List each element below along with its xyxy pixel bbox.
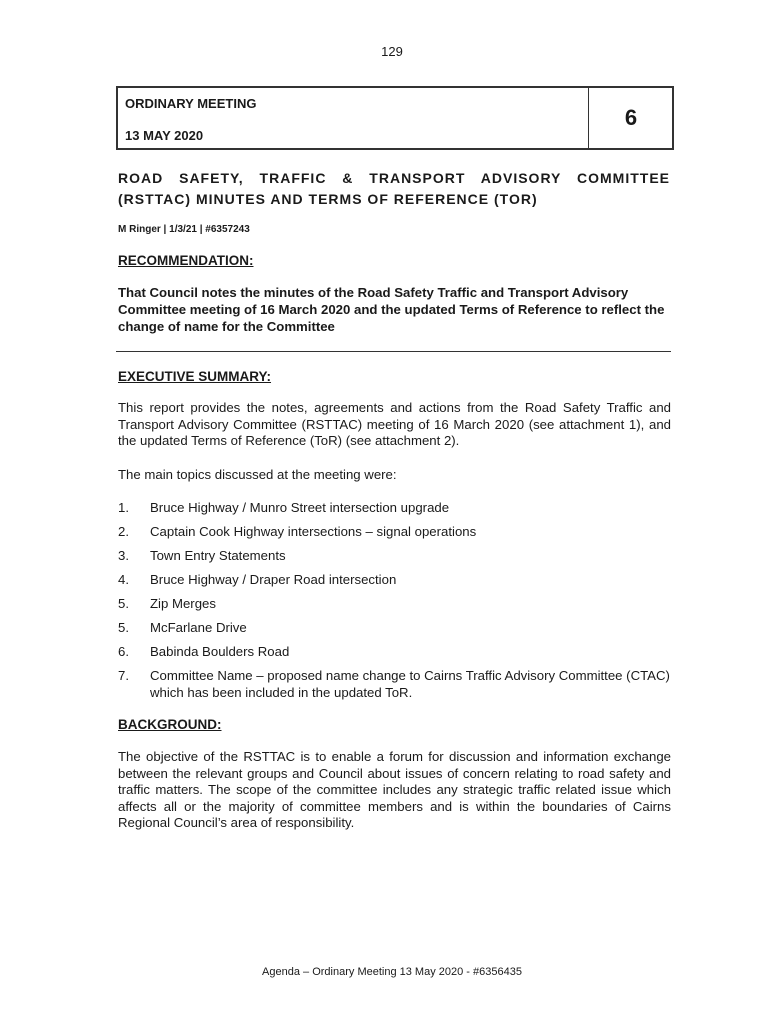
topics-list bbox=[118, 500, 671, 709]
author-reference: M Ringer | 1/3/21 | #6357243 bbox=[118, 224, 250, 235]
report-title-line-2: (RSTTAC) MINUTES AND TERMS OF REFERENCE (TOR) bbox=[118, 191, 538, 207]
background-heading: BACKGROUND: bbox=[118, 717, 222, 732]
list-item bbox=[118, 572, 671, 589]
list-item-text: Bruce Highway / Munro Street intersection upgrade bbox=[150, 500, 450, 515]
report-title bbox=[118, 168, 670, 210]
list-item-text: Town Entry Statements bbox=[150, 548, 286, 563]
list-item bbox=[118, 524, 671, 541]
report-title-line-1: ROAD SAFETY, TRAFFIC & TRANSPORT ADVISORY COMMITTEE bbox=[118, 170, 670, 186]
meeting-info-cell bbox=[118, 88, 589, 148]
agenda-item-number: 6 bbox=[624, 105, 638, 130]
list-item-number: 5. bbox=[118, 596, 129, 611]
list-item-text: Committee Name – proposed name change to Cairns Traffic Advisory Committee (CTAC) which has been included in the updated ToR. bbox=[150, 668, 670, 700]
list-item bbox=[118, 548, 671, 565]
list-item bbox=[118, 644, 671, 661]
list-item bbox=[118, 596, 671, 613]
list-item-text: Bruce Highway / Draper Road intersection bbox=[150, 572, 397, 587]
meeting-type: ORDINARY MEETING bbox=[125, 96, 257, 111]
list-item-number: 6. bbox=[118, 644, 129, 659]
list-item-text: Babinda Boulders Road bbox=[150, 644, 290, 659]
list-item-number: 3. bbox=[118, 548, 129, 563]
page-number: 129 bbox=[381, 44, 403, 59]
topics-intro: The main topics discussed at the meeting were: bbox=[118, 467, 397, 482]
section-divider bbox=[116, 351, 671, 352]
list-item-number: 4. bbox=[118, 572, 129, 587]
page-footer: Agenda – Ordinary Meeting 13 May 2020 - #6356435 bbox=[262, 966, 522, 978]
recommendation-heading: RECOMMENDATION: bbox=[118, 253, 254, 268]
list-item-number: 7. bbox=[118, 668, 129, 683]
list-item-number: 5. bbox=[118, 620, 129, 635]
list-item-number: 1. bbox=[118, 500, 129, 515]
list-item-text: McFarlane Drive bbox=[150, 620, 247, 635]
list-item bbox=[118, 668, 671, 701]
executive-summary-paragraph: This report provides the notes, agreements and actions from the Road Safety Traffic and Transport Advisory Committee (RSTTAC) meeting of 16 March 2020 (see attachment 1), and the updated Terms of Reference (ToR) (see attachment 2). bbox=[118, 400, 671, 448]
list-item bbox=[118, 620, 671, 637]
recommendation-text: That Council notes the minutes of the Road Safety Traffic and Transport Advisory Committee meeting of 16 March 2020 and the updated Terms of Reference to reflect the change of name for the Committee bbox=[118, 285, 665, 334]
meeting-header-box bbox=[116, 86, 674, 150]
background-paragraph: The objective of the RSTTAC is to enable a forum for discussion and information exchange between the relevant groups and Council about issues of concern relating to road safety and traffic matters. The scope of the committee includes any strategic traffic related issue which affects all or the majority of committee members and is within the boundaries of Cairns Regional Council’s area of responsibility. bbox=[118, 749, 671, 830]
list-item-number: 2. bbox=[118, 524, 129, 539]
list-item-text: Zip Merges bbox=[150, 596, 216, 611]
meeting-date: 13 MAY 2020 bbox=[125, 128, 204, 143]
list-item bbox=[118, 500, 671, 517]
executive-summary-heading: EXECUTIVE SUMMARY: bbox=[118, 369, 272, 384]
list-item-text: Captain Cook Highway intersections – signal operations bbox=[150, 524, 477, 539]
